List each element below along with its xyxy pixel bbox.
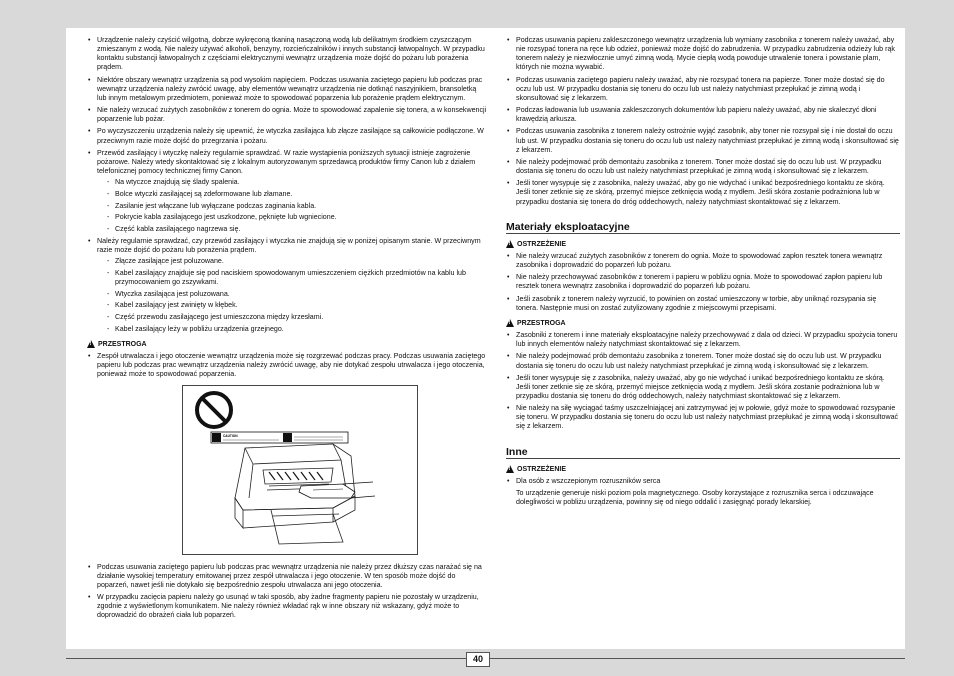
list-item: • Podczas usuwania papieru zakleszczonego wewnątrz urządzenia lub wymiany zasobnika z tonerem należy uważać, aby nie rozsypać tonera na ręce lub odzież, ponieważ może dojść do zabrudzenia. W przypadku zabrudzenia odzieży lub rąk tonerem należy je niezwłocznie umyć zimną wodą. Mycie ciepłą wodą powoduje utrwalenie tonera i powstanie plam, których nie można wywabić. [506,36,900,73]
left-bullets-top [87,36,487,334]
warning-heading [506,240,900,249]
list-item: • Jeśli zasobnik z tonerem należy wyrzucić, to powinien on zostać umieszczony w torbie, aby uniknąć rozsypania się tonera. Następnie musi on zostać zutylizowany zgodnie z miejscowymi przepisami. [506,295,900,313]
list-item [87,149,487,234]
caution-heading [506,319,900,328]
list-item: • Nie należy podejmować prób demontażu zasobnika z tonerem. Toner może dostać się do oczu lub ust. W przypadku dostania się toneru do oczu lub ust należy natychmiast przepłukać je zimną wodą i skonsultować się z lekarzem. [506,352,900,370]
list-item: • Podczas ładowania lub usuwania zakleszczonych dokumentów lub papieru należy uważać, aby nie skaleczyć dłoni krawędzią arkusza. [506,106,900,124]
caution-label: PRZESTROGA [517,319,566,327]
list-item: • Zasobniki z tonerem i inne materiały eksploatacyjne należy przechowywać z dala od dzieci. W przypadku spożycia toneru lub innych elementów należy natychmiast skontaktować się z lekarzem. [506,331,900,349]
list-item: • Nie należy wrzucać zużytych zasobników z tonerem do ognia. Może to spowodować zapalenie się tonera, a w konsekwencji poparzenie lub pożar. [87,106,487,124]
warning-triangle-icon: ! [506,465,514,473]
pacemaker-note: To urządzenie generuje niski poziom pola magnetycznego. Osoby korzystające z rozrusznika serca i odczuwające dolegliwości w pobliżu urządzenia, powinny się od niego oddalić i zasięgnąć porady lekarskiej. [516,489,874,507]
consumables-caution-list [506,331,900,432]
list-item: • W przypadku zacięcia papieru należy go usunąć w taki sposób, aby żadne fragmenty papieru nie pozostały w urządzeniu, zgodnie z wyświetlonym komunikatem. Nie należy również wkładać rąk w inne obszary niż wskazany, gdyż może to doprowadzić do obrażeń ciała lub poparzeń. [87,593,487,620]
other-warning-list [506,477,900,486]
sub-list-item: - Kabel zasilający znajduje się pod naciskiem spowodowanym umieszczeniem ciężkich przedmiotów na kablu lub przymocowaniem go zszywkami. [97,269,487,287]
page-number: 40 [466,652,490,667]
caution-label: PRZESTROGA [98,340,147,348]
left-column [87,36,487,623]
sub-list-item: - Kabel zasilający jest zwinięty w kłębek. [97,301,487,310]
warning-triangle-icon: ! [506,240,514,248]
right-bullets-top [506,36,900,207]
list-item: • Niektóre obszary wewnątrz urządzenia są pod wysokim napięciem. Podczas usuwania zaciętego papieru lub podczas prac wewnątrz urządzenia należy zwrócić uwagę, aby elementów wewnątrz urządzenia nie dotknąć naszyjnikiem, bransoletką lub innym metalowym przedmiotem, ponieważ może to spowodować poparzenia lub porażenie prądem elektrycznym. [87,76,487,103]
left-bullets-bottom [87,563,487,621]
list-item: • Podczas usuwania zaciętego papieru lub podczas prac wewnątrz urządzenia nie należy przez dłuższy czas narażać się na działanie wysokiej temperatury emitowanej przez zespół utrwalacza i jego otoczenie. W ten sposób może dojść do poparzeń, nawet jeśli nie dotykało się bezpośrednio zespołu utrwalacza ani jego otoczenia. [87,563,487,590]
list-item [87,237,487,334]
list-item: • Nie należy przechowywać zasobników z tonerem i papieru w pobliżu ognia. Może to spowodować zapłon papieru lub resztek tonera wewnątrz zasobnika i doprowadzić do poparzeń lub pożaru. [506,273,900,291]
fixing-unit-illustration [182,385,418,555]
list-item: • Podczas usuwania zasobnika z tonerem należy ostrożnie wyjąć zasobnik, aby toner nie rozsypał się i nie dostał do oczu lub ust. W przypadku dostania się toneru do oczu lub ust należy natychmiast przepłukać je zimną wodą i skonsultować się z lekarzem. [506,127,900,154]
caution-list [87,352,487,379]
list-item [506,477,900,486]
sub-list [97,178,487,234]
prohibition-icon [197,393,231,427]
list-item: • Jeśli toner wysypuje się z zasobnika, należy uważać, aby go nie wdychać i unikać bezpośredniego kontaktu ze skórą. Jeśli toner zetknie się ze skórą, przemyć miejsce zetknięcia wodą z mydłem. Jeśli skóra zostanie podrażniona lub w przypadku dostania się tonera do dróg oddechowych, należy natychmiast skontaktować się z lekarzem. [506,179,900,206]
list-item: • Nie należy wrzucać zużytych zasobników z tonerem do ognia. Może to spowodować zapłon resztek tonera wewnątrz zasobnika i doprowadzić do poparzeń lub pożaru. [506,252,900,270]
caution-sticker-text: CAUTION [223,433,238,438]
section-title-consumables: Materiały eksploatacyjne [506,223,900,234]
sub-list-item: - Złącze zasilające jest poluzowane. [97,257,487,266]
list-item: • Zespół utrwalacza i jego otoczenie wewnątrz urządzenia może się rozgrzewać podczas pracy. Podczas usuwania zaciętego papieru lub podczas prac wewnątrz urządzenia należy zwrócić uwagę, aby nie dotykać zespołu utrwalacza i jego otoczenia, ponieważ może to spowodować poparzenia. [87,352,487,379]
list-item: • Po wyczyszczeniu urządzenia należy się upewnić, że wtyczka zasilająca lub złącze zasilające są całkowicie podłączone. W przeciwnym razie może dojść do przegrzania i pożaru. [87,127,487,145]
warning-heading [506,465,900,474]
warning-triangle-icon: ! [506,319,514,327]
sub-list-item: - Wtyczka zasilająca jest poluzowana. [97,290,487,299]
list-item: • Nie należy na siłę wyciągać taśmy uszczelniającej ani zatrzymywać jej w połowie, gdyż może to spowodować rozsypanie się toneru. W przypadku dostania się toneru do oczu lub ust należy natychmiast przepłukać je zimną wodą i skonsultować się z lekarzem. [506,404,900,431]
sub-list-item: - Część kabla zasilającego nagrzewa się. [97,225,487,234]
warning-triangle-icon: ! [87,340,95,348]
list-item-text: Dla osób z wszczepionym rozruszników serca [516,476,661,485]
right-column [506,36,900,507]
consumables-warning-list [506,252,900,313]
sub-list [97,257,487,334]
sub-list-item: - Pokrycie kabla zasilającego jest uszkodzone, pęknięte lub wgniecione. [97,213,487,222]
sub-list-item: - Na wtyczce znajdują się ślady spalenia. [97,178,487,187]
warning-label: OSTRZEŻENIE [517,465,567,473]
section-title-other: Inne [506,448,900,459]
sub-list-item: - Zasilanie jest włączane lub wyłączane podczas zaginania kabla. [97,202,487,211]
sub-list-item: - Bolce wtyczki zasilającej są zdeformowane lub złamane. [97,190,487,199]
list-item: • Jeśli toner wysypuje się z zasobnika, należy uważać, aby go nie wdychać i unikać bezpośredniego kontaktu ze skórą. Jeśli toner zetknie się ze skórą, przemyć miejsce zetknięcia wodą z mydłem. Jeśli skóra zostanie podrażniona lub w przypadku dostania się toneru do dróg oddechowych, należy natychmiast skontaktować się z lekarzem. [506,374,900,401]
list-item: • Podczas usuwania zaciętego papieru należy uważać, aby nie rozsypać tonera na papierze. Toner może dostać się do oczu lub ust. W przypadku dostania się toneru do oczu lub ust należy natychmiast przepłukać je zimną wodą i skonsultować się z lekarzem. [506,76,900,103]
warning-label: OSTRZEŻENIE [517,240,567,248]
caution-heading [87,340,487,349]
sub-list-item: - Część przewodu zasilającego jest umieszczona między krzesłami. [97,313,487,322]
list-item-text: Przewód zasilający i wtyczkę należy regularnie sprawdzać. W razie wystąpienia poniższych sytuacji istnieje zagrożenie pożarowe. Należy wtedy skontaktować się z lokalnym autoryzowanym sprzedawcą produktów firmy Canon lub z działem telefonicznej pomocy technicznej firmy Canon. [97,148,476,176]
sub-list-item: - Kabel zasilający leży w pobliżu urządzenia grzejnego. [97,325,487,334]
list-item: • Nie należy podejmować prób demontażu zasobnika z tonerem. Toner może dostać się do oczu lub ust. W przypadku dostania się toneru do oczu lub ust należy natychmiast przepłukać je zimną wodą i skonsultować się z lekarzem. [506,158,900,176]
list-item-text: Należy regularnie sprawdzać, czy przewód zasilający i wtyczka nie znajdują się w poniżej opisanym stanie. W przeciwnym razie może dojść do pożaru lub porażenia prądem. [97,236,481,255]
manual-page [66,28,905,649]
list-item: • Urządzenie należy czyścić wilgotną, dobrze wykręconą tkaniną nasączoną wodą lub delikatnym środkiem czyszczącym zmieszanym z wodą. Nie należy używać alkoholi, benzyny, rozcieńczalników i innych substancji łatwopalnych. W przypadku kontaktu substancji łatwopalnych z częściami elektrycznymi wewnątrz urządzenia może dojść do pożaru lub porażenia prądem. [87,36,487,73]
printer-hot-area-drawing [183,386,417,554]
